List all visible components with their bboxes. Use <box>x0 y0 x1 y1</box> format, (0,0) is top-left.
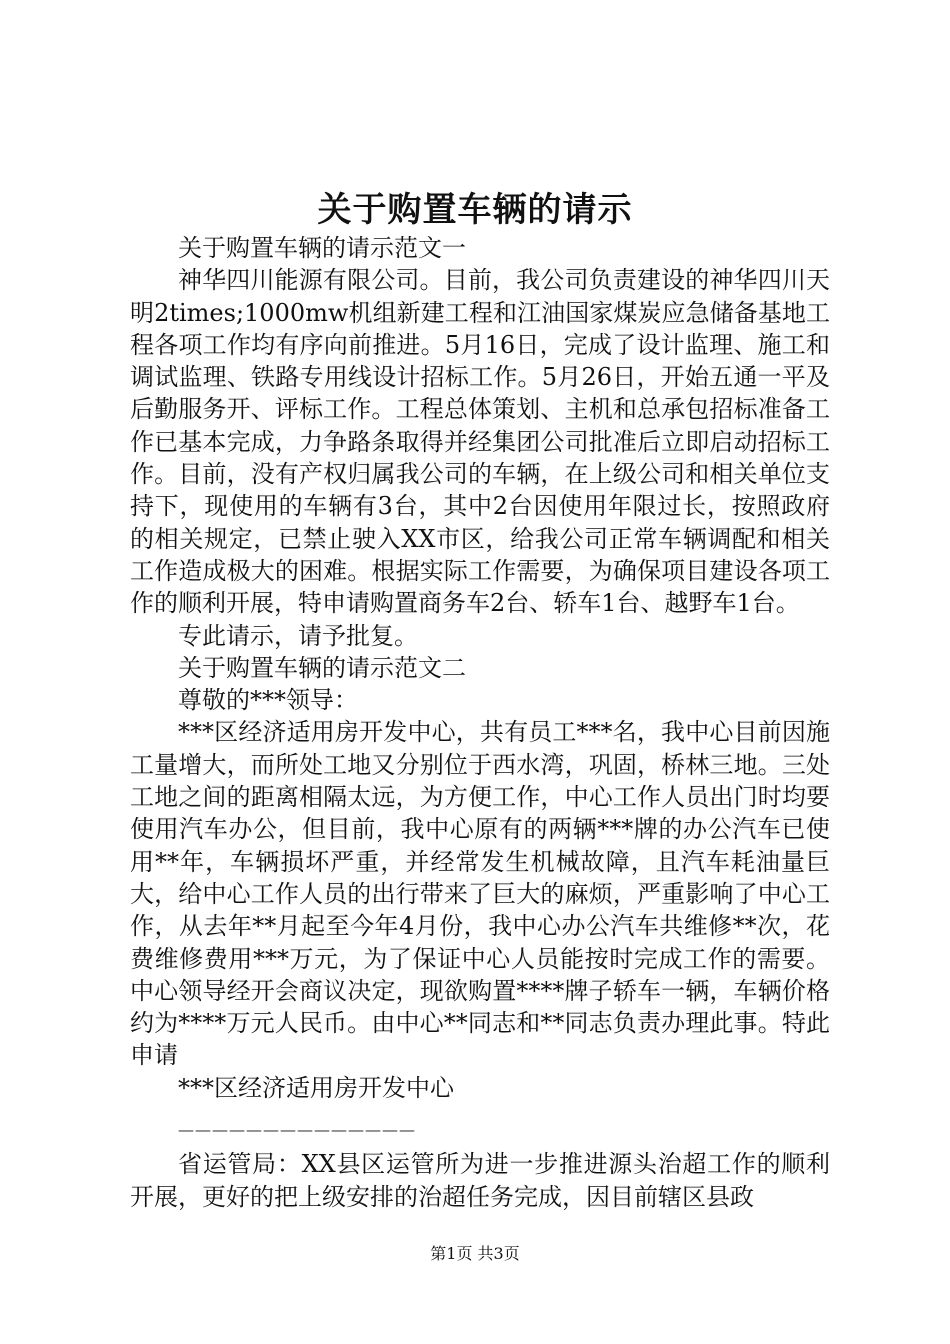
paragraph-sample-3-body: 省运管局：XX县区运管所为进一步推进源头治超工作的顺利开展，更好的把上级安排的治超任务完成，因目前辖区县政 <box>130 1150 830 1211</box>
page-number-footer: 第1页 共3页 <box>430 1244 520 1263</box>
paragraph-salutation: 尊敬的***领导： <box>178 686 358 715</box>
paragraph-sample-1-closing: 专此请示，请予批复。 <box>178 621 418 650</box>
section-separator <box>130 1104 830 1140</box>
document-title: 关于购置车辆的请示 <box>317 190 633 230</box>
paragraph-signature: ***区经济适用房开发中心 <box>178 1073 454 1102</box>
document-body <box>130 232 830 1213</box>
separator-line: —————————————— <box>178 1120 416 1140</box>
paragraph-sample-1-body: 神华四川能源有限公司。目前，我公司负责建设的神华四川天明2times;1000mw机组新建工程和江油国家煤炭应急储备基地工程各项工作均有序向前推进。5月16日，完成了设计监理、施工和调试监理、铁路专用线设计招标工作。5月26日，开始五通一平及后勤服务开、评标工作。工程总体策划、主机和总承包招标准备工作已基本完成，力争路条取得并经集团公司批准后立即启动招标工作。目前，没有产权归属我公司的车辆，在上级公司和相关单位支持下，现使用的车辆有3台，其中2台因使用年限过长，按照政府的相关规定，已禁止驶入XX市区，给我公司正常车辆调配和相关工作造成极大的困难。根据实际工作需要，为确保项目建设各项工作的顺利开展，特申请购置商务车2台、轿车1台、越野车1台。 <box>130 266 830 618</box>
paragraph-heading-sample-1: 关于购置车辆的请示范文一 <box>178 234 466 262</box>
paragraph-sample-2-body: ***区经济适用房开发中心，共有员工***名，我中心目前因施工量增大，而所处工地又分别位于西水湾，巩固，桥林三地。三处工地之间的距离相隔太远，为方便工作，中心工作人员出门时均要使用汽车办公，但目前，我中心原有的两辆***牌的办公汽车已使用**年，车辆损坏严重，并经常发生机械故障，且汽车耗油量巨大，给中心工作人员的出行带来了巨大的麻烦，严重影响了中心工作，从去年**月起至今年4月份，我中心办公汽车共维修**次，花费维修费用***万元，为了保证中心人员能按时完成工作的需要。中心领导经开会商议决定，现欲购置****牌子轿车一辆，车辆价格约为****万元人民币。由中心**同志和**同志负责办理此事。特此申请 <box>130 718 830 1070</box>
paragraph-heading-sample-2: 关于购置车辆的请示范文二 <box>178 653 466 682</box>
